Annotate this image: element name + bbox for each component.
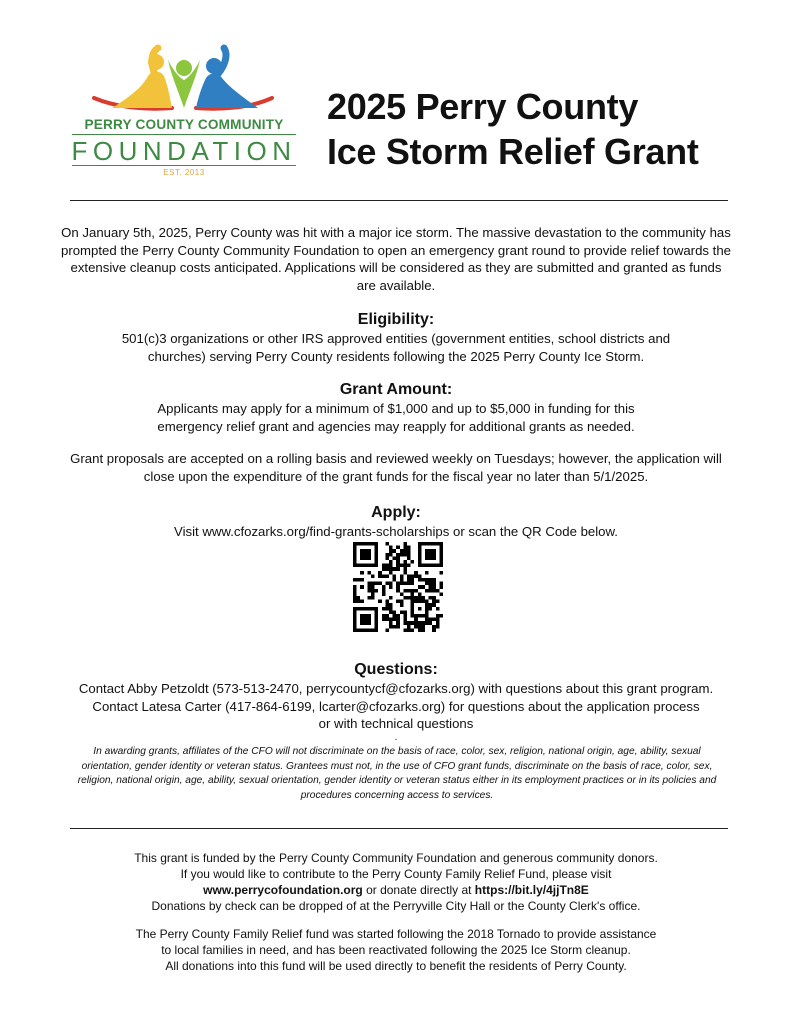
logo-org-line2: FOUNDATION: [71, 136, 297, 166]
questions-dot: .: [394, 731, 398, 743]
grant-amount-section: [60, 380, 732, 435]
logo-divider-bottom: [72, 165, 296, 166]
eligibility-section: [60, 310, 732, 365]
logo-est: EST. 2013: [163, 168, 205, 177]
questions-line1: Contact Abby Petzoldt (573-513-2470, perrycountycf@cfozarks.org) with questions about this grant program.: [78, 681, 714, 696]
footer-p2-line3: All donations into this fund will be used directly to benefit the residents of Perry County.: [165, 959, 627, 973]
title-line1: 2025 Perry County: [327, 86, 639, 127]
logo-org-line1: PERRY COUNTY COMMUNITY: [84, 117, 284, 132]
footer-or-donate: or donate directly at: [362, 883, 475, 897]
grant-amount-heading: Grant Amount:: [339, 381, 453, 398]
questions-line3: or with technical questions: [318, 716, 474, 731]
apply-section: [60, 503, 732, 541]
footer-p1-line1: This grant is funded by the Perry County Community Foundation and generous community donors.: [134, 851, 658, 865]
footer-p1-line4: Donations by check can be dropped of at the Perryville City Hall or the County Clerk's office.: [151, 899, 641, 913]
footer-p2-line2: to local families in need, and has been reactivated following the 2025 Ice Storm cleanup.: [161, 943, 631, 957]
header-divider: [70, 200, 728, 201]
rolling-basis-paragraph: Grant proposals are accepted on a rolling basis and reviewed weekly on Tuesdays; however, the application will close upon the expenditure of the grant funds for the fiscal year no later than 5/1/2025.: [70, 451, 722, 484]
footer-p2-line1: The Perry County Family Relief fund was started following the 2018 Tornado to provide assistance: [135, 927, 657, 941]
footer-p1-line2: If you would like to contribute to the Perry County Family Relief Fund, please visit: [180, 867, 612, 881]
logo-divider-top: [72, 134, 296, 135]
people-figures-icon: [68, 42, 300, 114]
donate-link[interactable]: https://bit.ly/4jjTn8E: [474, 883, 589, 897]
disclaimer-text: In awarding grants, affiliates of the CFO will not discriminate on the basis of race, color, sex, religion, national origin, age, ability, sexual orientation, gender identity or veteran status. Grantees must not, in the use of CFO grant funds, discriminate on the basis of race, color, sex, religion, national origin, age, ability, sexual orientation, gender identity or veteran status either in its employment practices or in its policies and procedures concerning access to services.: [77, 746, 717, 801]
questions-section: [60, 660, 732, 742]
footer-p1-line3: [60, 882, 732, 898]
apply-heading: Apply:: [371, 504, 421, 521]
website-link[interactable]: www.perrycofoundation.org: [203, 883, 363, 897]
intro-paragraph: On January 5th, 2025, Perry County was hit with a major ice storm. The massive devastation to the community has prompted the Perry County Community Foundation to open an emergency grant round to provide relief towards the extensive cleanup costs anticipated. Applications will be considered as they are submitted and granted as funds are available.: [61, 225, 731, 293]
grant-amount-text: Applicants may apply for a minimum of $1,000 and up to $5,000 in funding for this emergency relief grant and agencies may reapply for additional grants as needed.: [157, 401, 635, 434]
apply-text: Visit www.cfozarks.org/find-grants-scholarships or scan the QR Code below.: [174, 524, 618, 539]
foundation-logo: [68, 42, 300, 182]
eligibility-heading: Eligibility:: [357, 311, 435, 328]
page-title: [327, 84, 767, 174]
questions-heading: Questions:: [354, 661, 438, 678]
footer-divider: [70, 828, 728, 829]
footer-paragraph-1: [60, 850, 732, 914]
footer-paragraph-2: [60, 926, 732, 974]
questions-line2: Contact Latesa Carter (417-864-6199, lcarter@cfozarks.org) for questions about the application process: [92, 698, 700, 714]
qr-code-icon[interactable]: [353, 542, 443, 632]
eligibility-text: 501(c)3 organizations or other IRS approved entities (government entities, school districts and churches) serving Perry County residents following the 2025 Perry County Ice Storm.: [121, 331, 671, 364]
title-line2: Ice Storm Relief Grant: [327, 131, 699, 172]
